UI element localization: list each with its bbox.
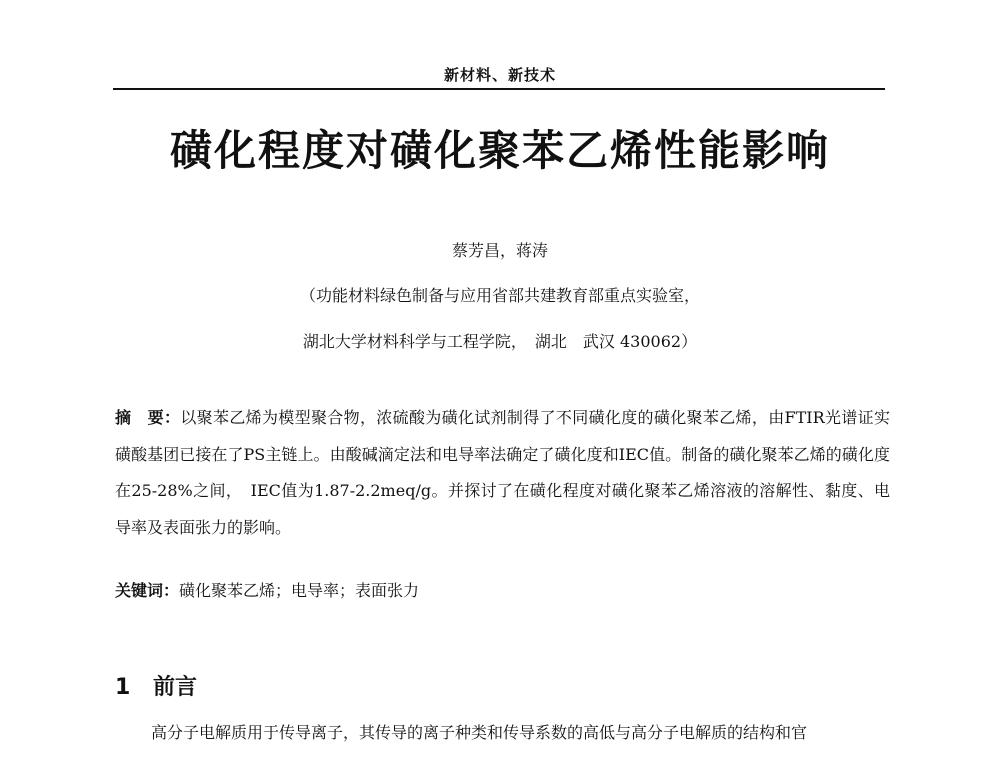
paper-title: 磺化程度对磺化聚苯乙烯性能影响 [169,126,830,175]
keywords-label: 关键词： [115,581,180,600]
section-title-text: 前言 [153,675,198,700]
section-number: 1 [115,675,131,700]
intro-paragraph: 高分子电解质用于传导离子，其传导的离子种类和传导系数的高低与高分子电解质的结构和官 [151,723,808,742]
abstract [115,400,890,546]
abstract-text: 以聚苯乙烯为模型聚合物，浓硫酸为磺化试剂制得了不同磺化度的磺化聚苯乙烯，由FTIR光谱证实磺酸基团已接在了PS主链上。由酸碱滴定法和电导率法确定了磺化度和IEC值。制备的磺化聚苯乙烯的磺化度在25-28%之间， IEC值为1.87-2.2meq/g。并探讨了在磺化程度对磺化聚苯乙烯溶液的溶解性、黏度、电导率及表面张力的影响。 [115,408,890,537]
running-header: 新材料、新技术 [443,66,556,84]
affiliation-line-2: 湖北大学材料科学与工程学院， 湖北 武汉 430062） [302,332,698,351]
header-rule [113,88,885,90]
affiliation-line-1: （功能材料绿色制备与应用省部共建教育部重点实验室， [299,286,700,305]
keywords-text: 磺化聚苯乙烯；电导率；表面张力 [179,581,420,600]
paper-authors: 蔡芳昌，蒋涛 [451,241,548,260]
section-heading [115,670,197,701]
keywords [115,578,890,601]
abstract-label: 摘 要： [115,408,181,427]
